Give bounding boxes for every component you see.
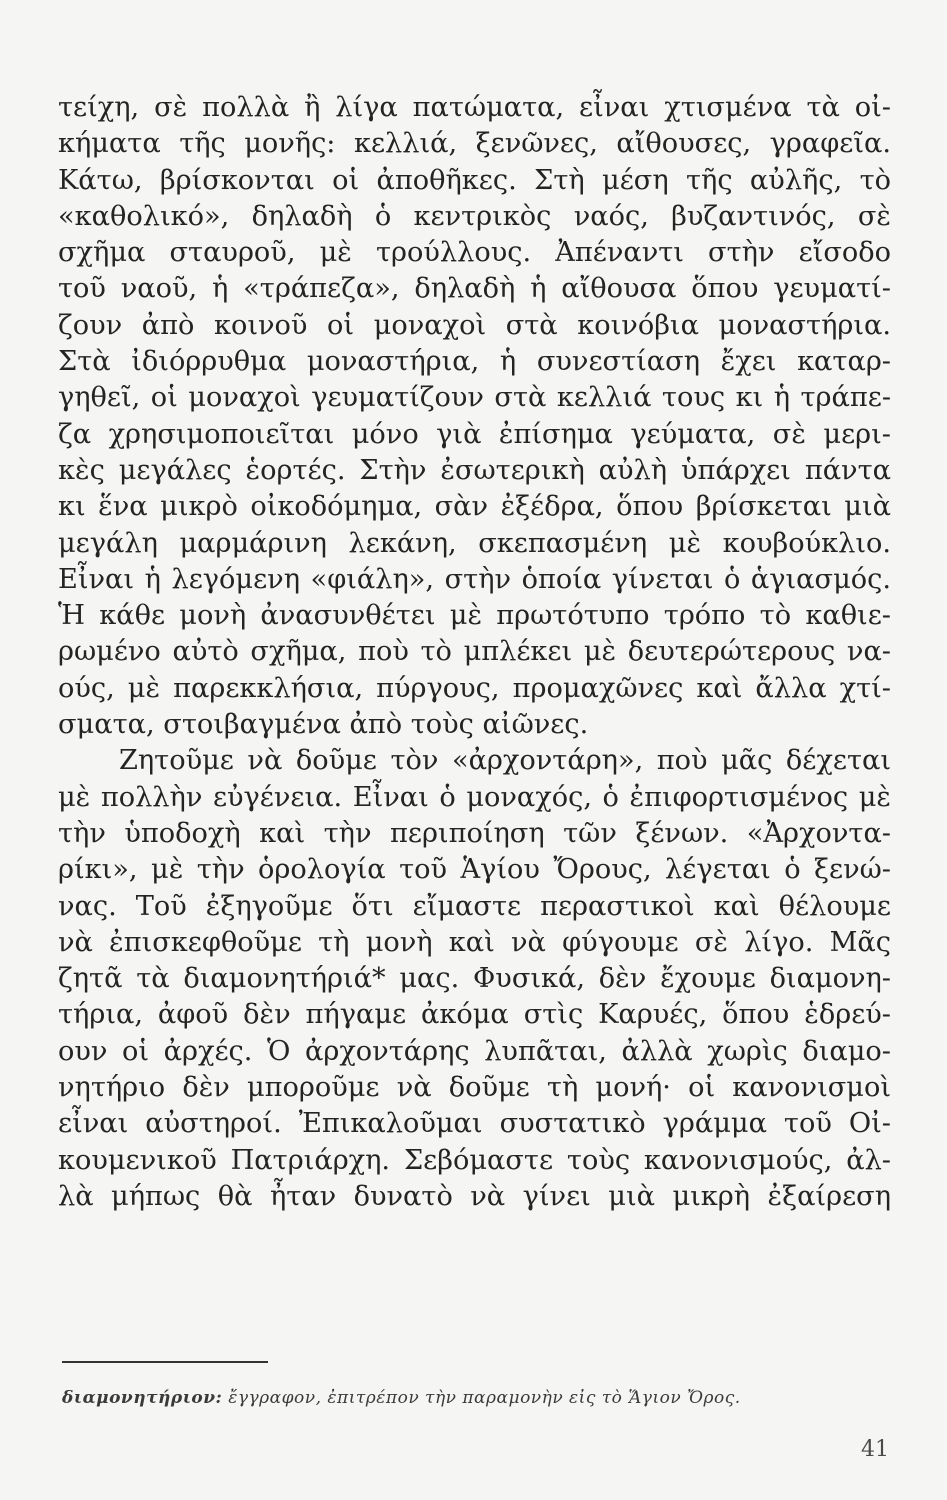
text-line: Κάτω, βρίσκονται οἱ ἀποθῆκες. Στὴ μέση τῆς αὐλῆς, τὸ	[58, 164, 891, 196]
text-line: ρωμένο αὐτὸ σχῆμα, ποὺ τὸ μπλέκει μὲ δευτερώτερους να-	[58, 636, 891, 668]
text-line: Στὰ ἰδιόρρυθμα μοναστήρια, ἡ συνεστίαση ἔχει καταρ-	[58, 346, 891, 378]
text-line: ουν οἱ ἀρχές. Ὁ ἀρχοντάρης λυπᾶται, ἀλλὰ χωρὶς διαμο-	[58, 1035, 891, 1067]
text-line: κι ἕνα μικρὸ οἰκοδόμημα, σὰν ἐξέδρα, ὅπου βρίσκεται μιὰ	[58, 491, 891, 523]
text-line: μεγάλη μαρμάρινη λεκάνη, σκεπασμένη μὲ κουβούκλιο.	[58, 527, 891, 559]
text-line: γηθεῖ, οἱ μοναχοὶ γευματίζουν στὰ κελλιά τους κι ἡ τράπε-	[58, 382, 891, 414]
text-line: Ζητοῦμε νὰ δοῦμε τὸν «ἀρχοντάρη», ποὺ μᾶς δέχεται	[119, 745, 891, 777]
text-line: τείχη, σὲ πολλὰ ἢ λίγα πατώματα, εἶναι χτισμένα τὰ οἰ-	[58, 92, 891, 123]
text-line: Ἡ κάθε μονὴ ἀνασυνθέτει μὲ πρωτότυπο τρόπο τὸ καθιε-	[58, 600, 891, 632]
text-line: ζα χρησιμοποιεῖται μόνο γιὰ ἐπίσημα γεύματα, σὲ μερι-	[58, 418, 891, 450]
text-line: σματα, στοιβαγμένα ἀπὸ τοὺς αἰῶνες.	[58, 709, 589, 741]
text-line: ζουν ἀπὸ κοινοῦ οἱ μοναχοὶ στὰ κοινόβια μοναστήρια.	[58, 309, 891, 341]
footnote-definition: ἔγγραφον, ἐπιτρέπον τὴν παραμονὴν εἰς τὸ Ἅγιον Ὄρος.	[228, 1388, 741, 1408]
text-line: κὲς μεγάλες ἑορτές. Στὴν ἐσωτερικὴ αὐλὴ ὑπάρχει πάντα	[58, 454, 891, 486]
text-line: τήρια, ἀφοῦ δὲν πήγαμε ἀκόμα στὶς Καρυές, ὅπου ἑδρεύ-	[58, 999, 891, 1031]
footnote-divider	[62, 1361, 268, 1363]
body-text	[58, 90, 891, 1215]
footnote	[62, 1388, 892, 1408]
text-line: μὲ πολλὴν εὐγένεια. Εἶναι ὁ μοναχός, ὁ ἐπιφορτισμένος μὲ	[58, 781, 891, 813]
footnote-term: διαμονητήριον:	[62, 1388, 223, 1408]
text-line: ούς, μὲ παρεκκλήσια, πύργους, προμαχῶνες καὶ ἄλλα χτί-	[58, 672, 891, 704]
text-line: τοῦ ναοῦ, ἡ «τράπεζα», δηλαδὴ ἡ αἴθουσα ὅπου γευματί-	[58, 273, 891, 305]
text-line: σχῆμα σταυροῦ, μὲ τρούλλους. Ἀπέναντι στὴν εἴσοδο	[58, 237, 891, 269]
page-number: 41	[861, 1437, 889, 1462]
text-line: «καθολικό», δηλαδὴ ὁ κεντρικὸς ναός, βυζαντινός, σὲ	[58, 200, 891, 232]
text-line: νὰ ἐπισκεφθοῦμε τὴ μονὴ καὶ νὰ φύγουμε σὲ λίγο. Μᾶς	[58, 926, 891, 958]
text-line: ρίκι», μὲ τὴν ὁρολογία τοῦ Ἁγίου Ὄρους, λέγεται ὁ ξενώ-	[58, 854, 891, 886]
text-line: κουμενικοῦ Πατριάρχη. Σεβόμαστε τοὺς κανονισμούς, ἀλ-	[58, 1144, 891, 1176]
text-line: κήματα τῆς μονῆς: κελλιά, ξενῶνες, αἴθουσες, γραφεῖα.	[58, 128, 891, 160]
text-line: εἶναι αὐστηροί. Ἐπικαλοῦμαι συστατικὸ γράμμα τοῦ Οἰ-	[58, 1108, 891, 1140]
text-line: νητήριο δὲν μποροῦμε νὰ δοῦμε τὴ μονή· οἱ κανονισμοὶ	[58, 1072, 891, 1104]
text-line: Εἶναι ἡ λεγόμενη «φιάλη», στὴν ὁποία γίνεται ὁ ἁγιασμός.	[58, 563, 891, 595]
text-line: νας. Τοῦ ἐξηγοῦμε ὅτι εἴμαστε περαστικοὶ καὶ θέλουμε	[58, 890, 891, 922]
text-line: τὴν ὑποδοχὴ καὶ τὴν περιποίηση τῶν ξένων. «Ἀρχοντα-	[58, 817, 891, 849]
text-line: ζητᾶ τὰ διαμονητήριά* μας. Φυσικά, δὲν ἔχουμε διαμονη-	[58, 963, 891, 995]
text-line: λὰ μήπως θὰ ἦταν δυνατὸ νὰ γίνει μιὰ μικρὴ ἐξαίρεση	[58, 1180, 891, 1212]
